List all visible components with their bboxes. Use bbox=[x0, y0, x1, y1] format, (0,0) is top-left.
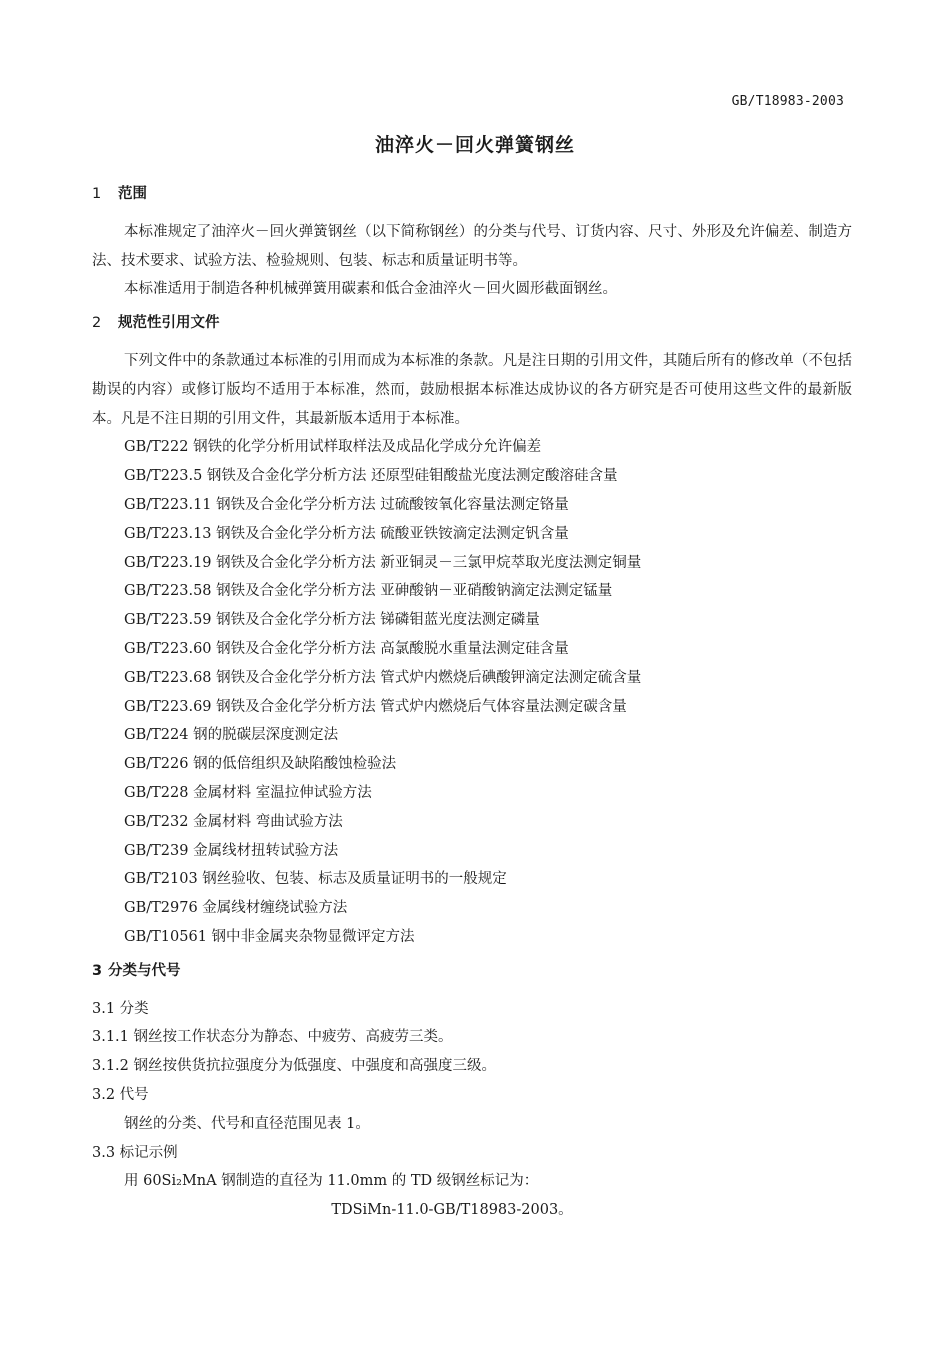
reference-item: GB/T232 金属材料 弯曲试验方法 bbox=[124, 813, 343, 830]
clause-3-1-1: 3.1.1 钢丝按工作状态分为静态、中疲劳、高疲劳三类。 bbox=[92, 1029, 453, 1046]
reference-item: GB/T2103 钢丝验收、包装、标志及质量证明书的一般规定 bbox=[124, 871, 507, 888]
subsection-3-3-text: 用 60Si₂MnA 钢制造的直径为 11.0mm 的 TD 级钢丝标记为： bbox=[124, 1173, 539, 1190]
reference-item: GB/T226 钢的低倍组织及缺陷酸蚀检验法 bbox=[124, 756, 397, 773]
standard-code: GB/T18983-2003 bbox=[731, 94, 844, 109]
reference-item: GB/T10561 钢中非金属夹杂物显微评定方法 bbox=[124, 928, 415, 945]
reference-item: GB/T223.13 钢铁及合金化学分析方法 硫酸亚铁铵滴定法测定钒含量 bbox=[124, 525, 569, 542]
document-title: 油淬火－回火弹簧钢丝 bbox=[374, 134, 575, 156]
section-2-number: 2 bbox=[92, 315, 102, 332]
reference-item: GB/T228 金属材料 室温拉伸试验方法 bbox=[124, 784, 372, 801]
section-1-title: 范围 bbox=[118, 186, 147, 202]
reference-item: GB/T223.60 钢铁及合金化学分析方法 高氯酸脱水重量法测定硅含量 bbox=[124, 640, 569, 657]
subsection-3-2-text: 钢丝的分类、代号和直径范围见表 1。 bbox=[124, 1115, 370, 1132]
section-3-number: 3 bbox=[92, 962, 103, 979]
reference-item: GB/T224 钢的脱碳层深度测定法 bbox=[124, 727, 339, 744]
reference-item: GB/T223.69 钢铁及合金化学分析方法 管式炉内燃烧后气体容量法测定碳含量 bbox=[124, 698, 627, 715]
document-body bbox=[92, 180, 852, 1225]
subsection-3-1: 3.1 分类 bbox=[92, 1000, 149, 1017]
reference-item: GB/T223.58 钢铁及合金化学分析方法 亚砷酸钠－亚硝酸钠滴定法测定锰量 bbox=[124, 583, 613, 600]
section-1-number: 1 bbox=[92, 186, 102, 202]
reference-item: GB/T223.19 钢铁及合金化学分析方法 新亚铜灵－三氯甲烷萃取光度法测定铜量 bbox=[124, 554, 642, 571]
marking-example: TDSiMn-11.0-GB/T18983-2003。 bbox=[331, 1202, 573, 1219]
subsection-3-3: 3.3 标记示例 bbox=[92, 1144, 178, 1161]
section-1-heading bbox=[92, 180, 852, 209]
section-2-intro: 下列文件中的条款通过本标准的引用而成为本标准的条款。凡是注日期的引用文件，其随后所有的修改单（不包括勘误的内容）或修订版均不适用于本标准，然而，鼓励根据本标准达成协议的各方研究是否可使用这些文件的最新版本。凡是不注日期的引用文件，其最新版本适用于本标准。 bbox=[92, 352, 852, 427]
subsection-3-2: 3.2 代号 bbox=[92, 1086, 149, 1103]
reference-item: GB/T223.68 钢铁及合金化学分析方法 管式炉内燃烧后碘酸钾滴定法测定硫含量 bbox=[124, 669, 642, 686]
section-3-heading bbox=[92, 957, 852, 986]
clause-3-1-2: 3.1.2 钢丝按供货抗拉强度分为低强度、中强度和高强度三级。 bbox=[92, 1058, 497, 1075]
reference-item: GB/T223.11 钢铁及合金化学分析方法 过硫酸铵氧化容量法测定铬量 bbox=[124, 496, 569, 513]
reference-item: GB/T222 钢铁的化学分析用试样取样法及成品化学成分允许偏差 bbox=[124, 439, 542, 456]
reference-item: GB/T2976 金属线材缠绕试验方法 bbox=[124, 900, 348, 917]
reference-item: GB/T223.5 钢铁及合金化学分析方法 还原型硅钼酸盐光度法测定酸溶硅含量 bbox=[124, 468, 618, 485]
reference-item: GB/T239 金属线材扭转试验方法 bbox=[124, 842, 339, 859]
section-2-heading bbox=[92, 309, 852, 338]
section-2-title: 规范性引用文件 bbox=[118, 315, 220, 332]
reference-item: GB/T223.59 钢铁及合金化学分析方法 锑磷钼蓝光度法测定磷量 bbox=[124, 612, 540, 629]
section-1-paragraph: 本标准适用于制造各种机械弹簧用碳素和低合金油淬火－回火圆形截面钢丝。 bbox=[124, 281, 617, 298]
section-1-paragraph: 本标准规定了油淬火－回火弹簧钢丝（以下简称钢丝）的分类与代号、订货内容、尺寸、外形及允许偏差、制造方法、技术要求、试验方法、检验规则、包装、标志和质量证明书等。 bbox=[92, 223, 852, 269]
section-3-title: 分类与代号 bbox=[108, 962, 181, 979]
